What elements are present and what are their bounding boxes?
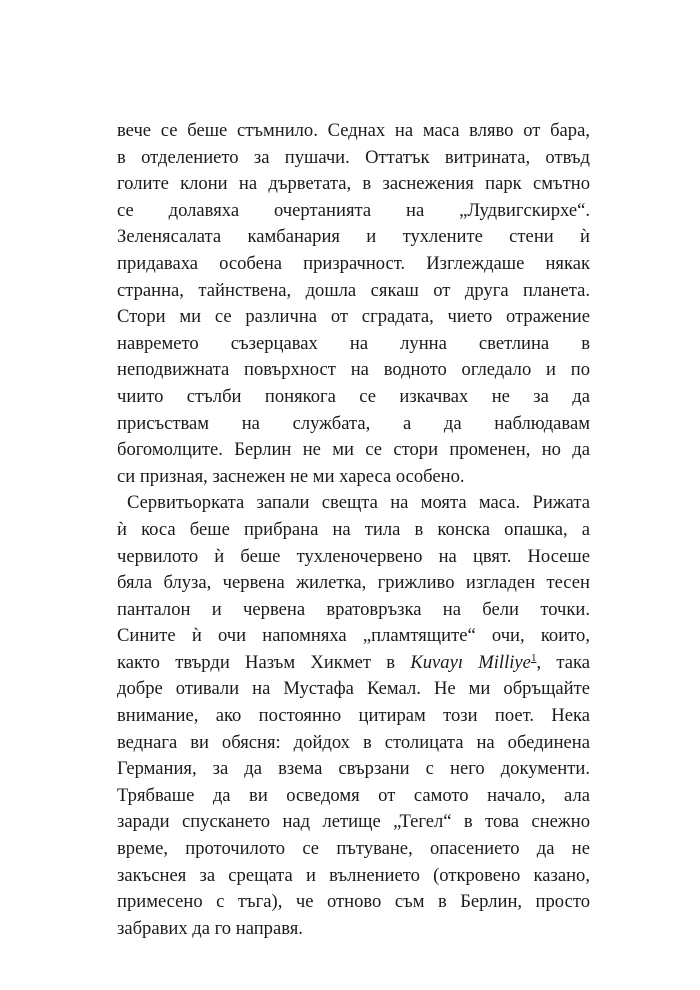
text-line: закъснея за срещата и вълнението (откровено казано,	[117, 864, 590, 886]
citation-suffix: , така	[536, 651, 590, 673]
text-line: вече се беше стъмнило. Седнах на маса вляво от бара,	[117, 120, 590, 141]
text-line: придаваха особена призрачност. Изглеждаше някак	[117, 252, 590, 274]
text-line: присъствам на службата, а да наблюдавам	[117, 412, 590, 434]
text-line: забравих да го направя.	[117, 917, 303, 939]
text-line: заради спускането над летище „Тегел“ в това снежно	[117, 811, 590, 833]
paragraph-1	[117, 118, 590, 490]
text-line: чиито стълби понякога се изкачвах не за да	[117, 385, 590, 407]
text-line: в отделението за пушачи. Оттатък витрината, отвъд	[117, 146, 590, 168]
text-line: навремето съзерцавах на лунна светлина в	[117, 332, 590, 354]
text-line: бяла блуза, червена жилетка, грижливо изгладен тесен	[117, 572, 590, 594]
text-line: неподвижната повърхност на водното огледало и по	[117, 359, 590, 381]
text-line: Стори ми се различна от сградата, чието отражение	[117, 306, 590, 328]
text-line: примесено с тъга), че отново съм в Берлин, просто	[117, 891, 590, 913]
text-line: червилото ѝ беше тухленочервено на цвят. Носеше	[117, 545, 590, 567]
book-page	[117, 118, 590, 942]
text-line-with-citation	[117, 650, 590, 677]
text-line: панталон и червена вратовръзка на бели точки.	[117, 598, 590, 620]
text-line: богомолците. Берлин не ми се стори променен, но да	[117, 439, 590, 461]
citation-prefix: както твърди Назъм Хикмет в	[117, 651, 411, 673]
text-line: Трябваше да ви осведомя от самото начало, ала	[117, 784, 590, 806]
paragraph-2	[117, 490, 590, 942]
text-line: добре отивали на Мустафа Кемал. Не ми обръщайте	[117, 678, 590, 700]
text-line: се долавяха очертанията на „Лудвигскирхе“.	[117, 199, 590, 221]
text-line: Зеленясалата камбанария и тухлените стени ѝ	[117, 226, 590, 248]
text-line: си призная, заснежен не ми хареса особено.	[117, 465, 465, 487]
text-line-indented: Сервитьорката запали свещта на моята маса. Рижата	[127, 492, 590, 514]
text-line: внимание, ако постоянно цитирам този поет. Нека	[117, 705, 590, 727]
text-line: Германия, за да взема свързани с него документи.	[117, 758, 590, 780]
text-line: Сините ѝ очи напомняха „пламтящите“ очи, които,	[117, 625, 590, 647]
book-title-italic: Kuvayı Milliye	[410, 651, 531, 673]
text-line: веднага ви обясня: дойдох в столицата на обединена	[117, 731, 590, 753]
text-line: голите клони на дърветата, в заснежения парк смътно	[117, 173, 590, 195]
text-line: ѝ коса беше прибрана на тила в конска опашка, а	[117, 518, 590, 540]
footnote-link[interactable]: 1	[530, 651, 537, 664]
text-line: време, проточилото се пътуване, опасението да не	[117, 838, 590, 860]
text-line: странна, тайнствена, дошла сякаш от друга планета.	[117, 279, 590, 301]
